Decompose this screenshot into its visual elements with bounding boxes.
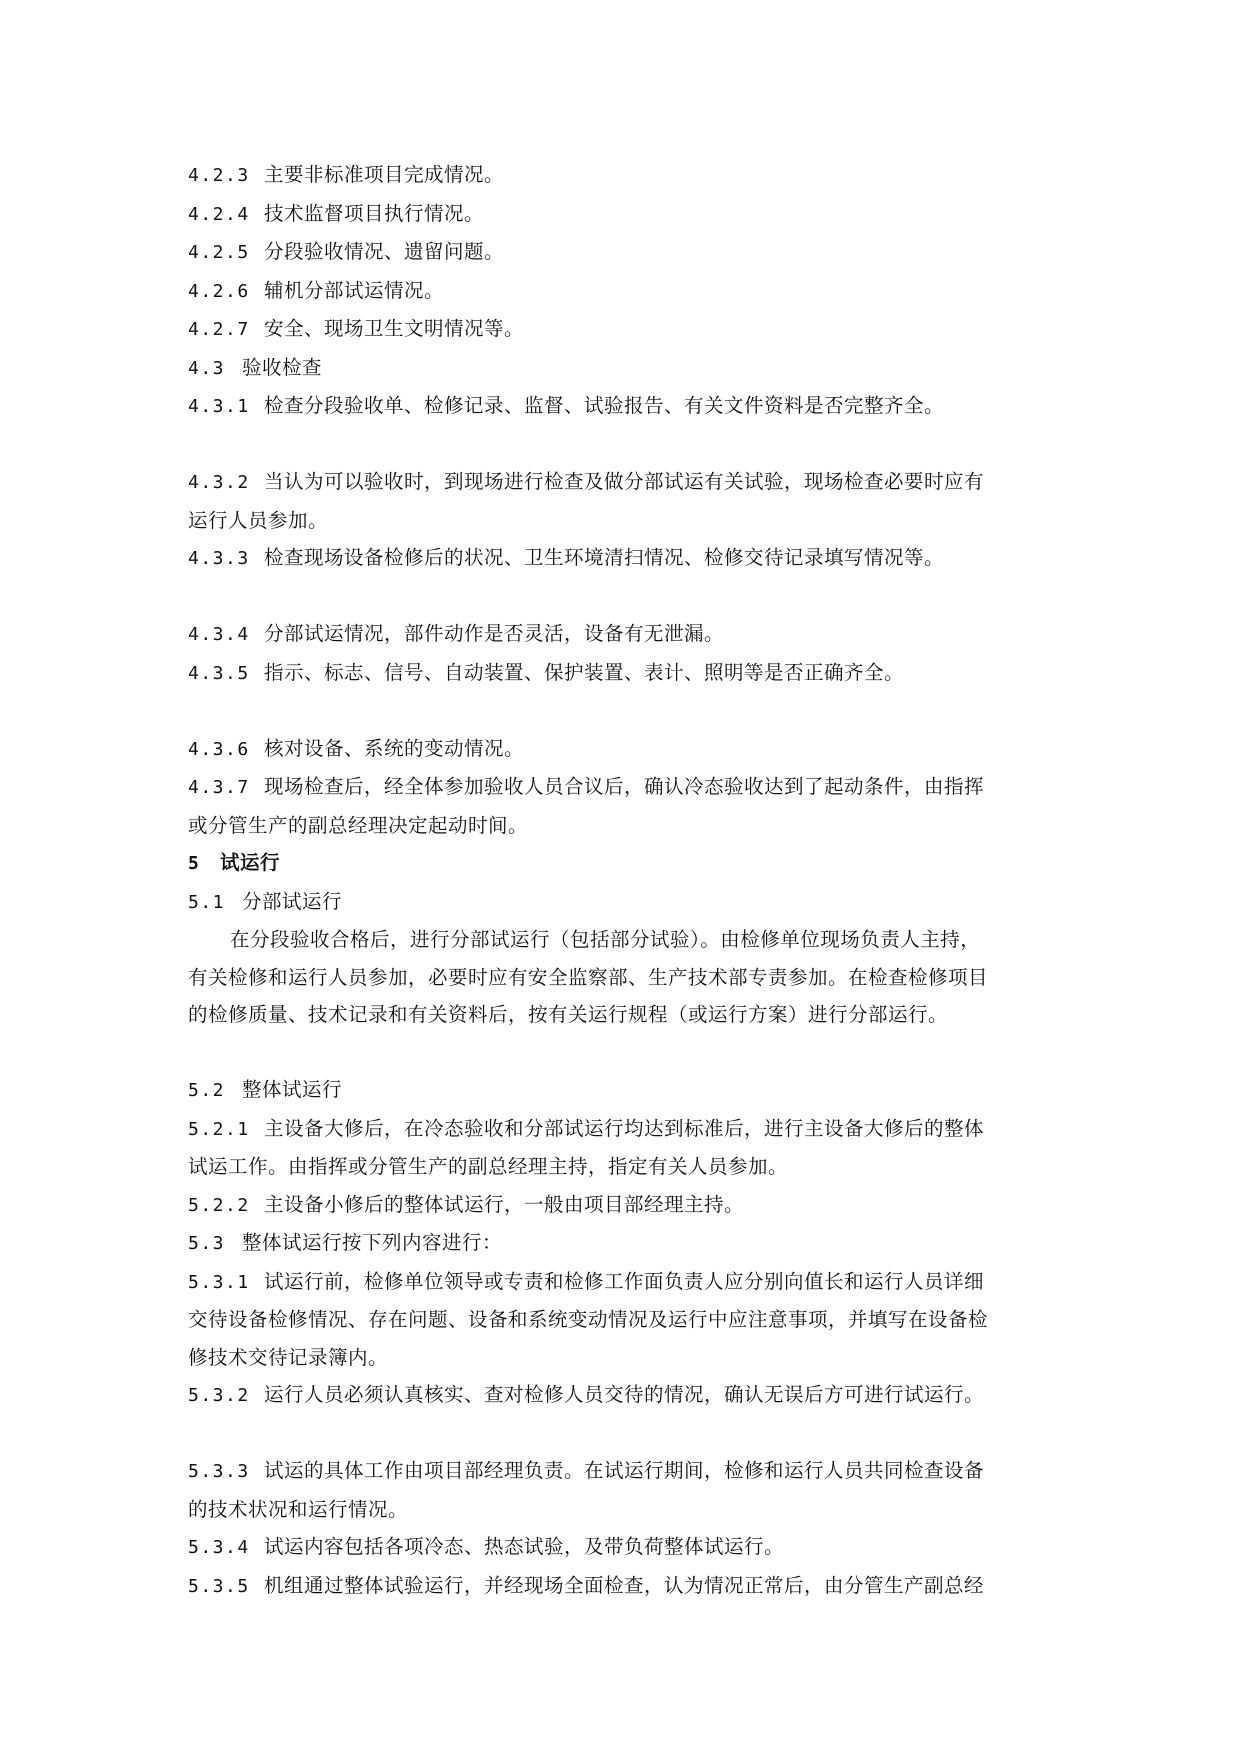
section-title: 整体试运行: [242, 1078, 343, 1101]
chapter-title: 试运行: [220, 851, 281, 874]
clause-text: 当认为可以验收时，到现场进行检查及做分部试运有关试验，现场检查必要时应有: [264, 470, 985, 493]
item-5-3-1: [188, 1263, 1054, 1302]
item-5-3-1-continued: [188, 1339, 1054, 1377]
blank-line: [188, 1415, 1054, 1453]
item-4-3-7-continued: [188, 807, 1054, 845]
item-5-3-3: [188, 1452, 1054, 1491]
item-4-2-6: [188, 272, 1054, 311]
clause-number: 5.2.1: [188, 1118, 250, 1140]
clause-text: 主设备大修后，在冷态验收和分部试运行均达到标准后，进行主设备大修后的整体: [264, 1116, 985, 1140]
section-5-1-heading: [188, 883, 1054, 922]
clause-number: 4.2.6: [188, 280, 250, 302]
item-4-3-5: [188, 654, 1054, 693]
clause-text: 交待设备检修情况、存在问题、设备和系统变动情况及运行中应注意事项，并填写在设备检: [188, 1308, 989, 1331]
clause-text: 核对设备、系统的变动情况。: [264, 736, 525, 760]
clause-number: 4.2.3: [188, 165, 250, 186]
clause-text: 主设备小修后的整体试运行，一般由项目部经理主持。: [264, 1192, 745, 1216]
item-4-3-2: [188, 463, 1054, 502]
item-4-2-7: [188, 310, 1054, 349]
clause-text: 试运的具体工作由项目部经理负责。在试运行期间，检修和运行人员共同检查设备: [264, 1459, 985, 1482]
clause-text: 试运工作。由指挥或分管生产的副总经理主持，指定有关人员参加。: [188, 1155, 789, 1178]
clause-text: 技术监督项目执行情况。: [264, 201, 485, 225]
clause-number: 4.2.7: [188, 319, 250, 340]
clause-number: 5.3.2: [188, 1385, 250, 1406]
paragraph-5-1-line-1: [188, 921, 1054, 959]
section-title: 验收检查: [242, 355, 323, 379]
item-5-3-5: [188, 1567, 1054, 1606]
blank-line: [188, 1034, 1054, 1072]
blank-line: [188, 426, 1054, 464]
clause-text: 或分管生产的副总经理决定起动时间。: [188, 813, 529, 837]
item-5-2-1-continued: [188, 1148, 1054, 1186]
clause-number: 4.2.5: [188, 242, 250, 263]
clause-number: 4.3.6: [188, 738, 250, 760]
item-5-2-1: [188, 1110, 1054, 1149]
item-5-2-2: [188, 1186, 1054, 1225]
chapter-number: 5: [188, 853, 201, 874]
item-5-3-3-continued: [188, 1491, 1054, 1529]
clause-number: 4.3.3: [188, 548, 250, 569]
document-page: [188, 156, 1054, 1605]
section-title: 分部试运行: [242, 889, 343, 913]
paragraph-5-1-line-2: [188, 959, 1054, 997]
blank-line: [188, 578, 1054, 616]
clause-text: 安全、现场卫生文明情况等。: [264, 317, 525, 340]
section-5-3-heading: [188, 1224, 1054, 1263]
paragraph-text: 在分段验收合格后，进行分部试运行（包括部分试验）。由检修单位现场负责人主持，: [230, 928, 981, 951]
clause-number: 4.2.4: [188, 203, 250, 225]
item-4-3-4: [188, 615, 1054, 654]
section-number: 5.2: [188, 1080, 226, 1101]
item-4-2-3: [188, 156, 1054, 195]
clause-number: 4.3.5: [188, 662, 250, 684]
item-5-3-1-continued: [188, 1301, 1054, 1339]
clause-text: 分段验收情况、遗留问题。: [264, 240, 505, 263]
clause-text: 运行人员必须认真核实、查对检修人员交待的情况，确认无误后方可进行试运行。: [264, 1383, 985, 1406]
section-title: 整体试运行按下列内容进行：: [242, 1231, 503, 1254]
item-4-3-6: [188, 730, 1054, 769]
clause-text: 试运行前，检修单位领导或专责和检修工作面负责人应分别向值长和运行人员详细: [264, 1269, 985, 1293]
clause-number: 5.3.1: [188, 1271, 250, 1293]
item-4-2-5: [188, 233, 1054, 272]
paragraph-text: 有关检修和运行人员参加，必要时应有安全监察部、生产技术部专责参加。在检查检修项目: [188, 965, 989, 989]
clause-number: 5.3.4: [188, 1537, 250, 1558]
section-number: 4.3: [188, 357, 226, 379]
section-4-3-heading: [188, 349, 1054, 388]
clause-text: 运行人员参加。: [188, 508, 329, 532]
clause-text: 检查现场设备检修后的状况、卫生环境清扫情况、检修交待记录填写情况等。: [264, 546, 945, 569]
clause-number: 4.3.1: [188, 396, 250, 417]
item-4-3-1: [188, 387, 1054, 426]
chapter-5-heading: [188, 844, 1054, 883]
item-4-3-3: [188, 539, 1054, 578]
clause-text: 辅机分部试运情况。: [264, 278, 445, 302]
clause-text: 检查分段验收单、检修记录、监督、试验报告、有关文件资料是否完整齐全。: [264, 394, 945, 417]
clause-text: 现场检查后，经全体参加验收人员合议后，确认冷态验收达到了起动条件，由指挥: [264, 775, 985, 798]
clause-number: 4.3.4: [188, 624, 250, 645]
item-4-3-2-continued: [188, 502, 1054, 540]
section-number: 5.1: [188, 891, 226, 913]
item-4-3-7: [188, 768, 1054, 807]
paragraph-text: 的检修质量、技术记录和有关资料后，按有关运行规程（或运行方案）进行分部运行。: [188, 1003, 949, 1026]
section-number: 5.3: [188, 1233, 226, 1254]
clause-number: 4.3.7: [188, 777, 250, 798]
clause-text: 机组通过整体试验运行，并经现场全面检查，认为情况正常后，由分管生产副总经: [264, 1573, 985, 1597]
clause-text: 修技术交待记录簿内。: [188, 1345, 389, 1369]
blank-line: [188, 692, 1054, 730]
clause-number: 4.3.2: [188, 472, 250, 493]
section-5-2-heading: [188, 1071, 1054, 1110]
clause-number: 5.2.2: [188, 1194, 250, 1216]
item-5-3-2: [188, 1376, 1054, 1415]
clause-text: 主要非标准项目完成情况。: [264, 163, 505, 186]
item-5-3-4: [188, 1528, 1054, 1567]
item-4-2-4: [188, 195, 1054, 234]
clause-text: 试运内容包括各项冷态、热态试验，及带负荷整体试运行。: [264, 1535, 785, 1558]
clause-number: 5.3.5: [188, 1575, 250, 1597]
clause-text: 分部试运情况，部件动作是否灵活，设备有无泄漏。: [264, 622, 725, 645]
paragraph-5-1-line-3: [188, 996, 1054, 1034]
clause-text: 指示、标志、信号、自动装置、保护装置、表计、照明等是否正确齐全。: [264, 660, 905, 684]
clause-text: 的技术状况和运行情况。: [188, 1497, 409, 1521]
clause-number: 5.3.3: [188, 1461, 250, 1482]
